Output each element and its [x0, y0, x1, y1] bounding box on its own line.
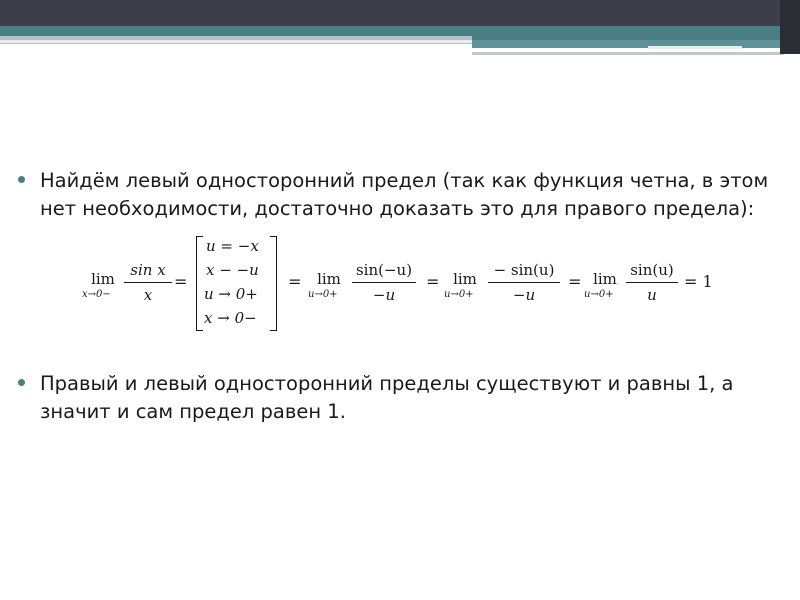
condition-3: u → 0+ [204, 285, 258, 303]
frac-bar-3 [488, 282, 560, 283]
frac-den-2: −u [372, 286, 396, 304]
equals-1: = [174, 272, 188, 291]
frac-num-3: − sin(u) [493, 261, 555, 279]
equals-2: = [288, 272, 302, 291]
frac-bar-2 [352, 282, 416, 283]
equals-3: = [426, 272, 440, 291]
equals-result: = 1 [684, 272, 713, 291]
condition-2: x − −u [206, 261, 259, 279]
bullet-item-2 [18, 370, 788, 426]
frac-num-2: sin(−u) [355, 261, 413, 279]
bullet-text-2: Правый и левый односторонний пределы существуют и равны 1, а значит и сам предел равен 1. [40, 372, 734, 423]
frac-den-1: x [143, 286, 153, 304]
header-stripe-left [0, 40, 472, 43]
lim-sub-4: u→0+ [584, 289, 614, 300]
bracket-right [270, 236, 277, 331]
header-corner [780, 0, 800, 54]
bullet-dot-icon [18, 176, 25, 183]
lim-word-3: lim [453, 270, 477, 288]
lim-sub-1: x→0− [82, 289, 111, 300]
bullet-text-1: Найдём левый односторонний предел (так как функция четна, в этом нет необходимости, достаточно доказать это для правого предела): [40, 169, 769, 220]
frac-num-1: sin x [130, 261, 166, 279]
lim-word-2: lim [317, 270, 341, 288]
header-band-teal-light [472, 40, 800, 48]
bullet-dot-icon [18, 379, 25, 386]
header-stripe-right [648, 46, 742, 49]
bracket-left [196, 236, 203, 331]
frac-den-3: −u [512, 286, 536, 304]
condition-4: x → 0− [204, 309, 257, 327]
lim-sub-2: u→0+ [308, 289, 338, 300]
frac-den-4: u [647, 286, 657, 304]
frac-bar-4 [626, 282, 678, 283]
equals-4: = [568, 272, 582, 291]
bullet-item-1 [18, 167, 788, 223]
frac-num-4: sin(u) [630, 261, 674, 279]
frac-bar-1 [124, 282, 172, 283]
condition-1: u = −x [206, 237, 259, 255]
header-band-dark [0, 0, 800, 26]
lim-sub-3: u→0+ [444, 289, 474, 300]
lim-word-4: lim [593, 270, 617, 288]
lim-word-1: lim [91, 270, 115, 288]
header-line [472, 52, 784, 55]
limit-formula [82, 234, 722, 334]
